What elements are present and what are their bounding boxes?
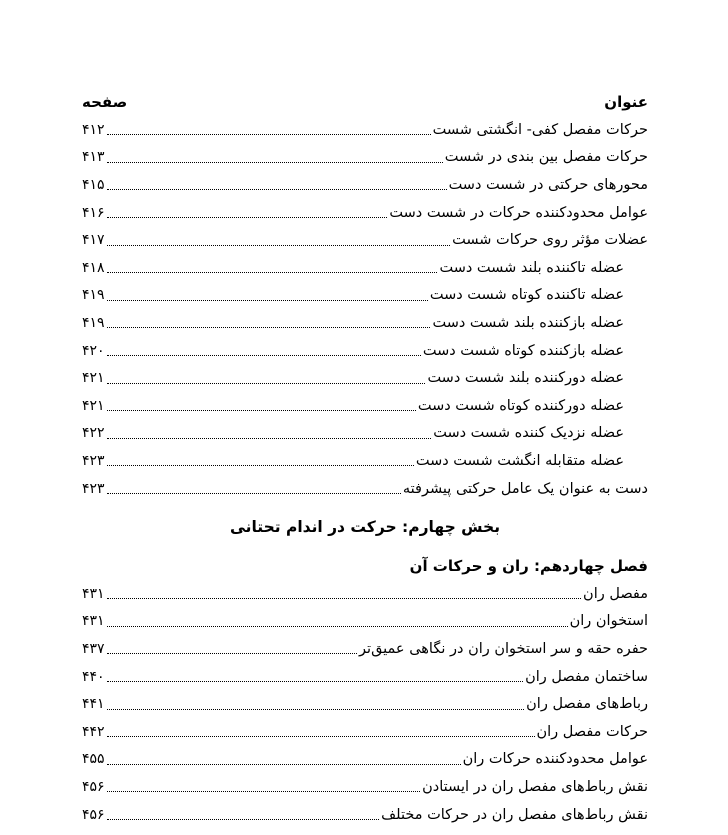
toc-entry-page-number: ۴۱۹ [82, 287, 105, 304]
toc-entry[interactable] [82, 475, 648, 503]
dot-leader [107, 162, 443, 163]
dot-leader [107, 327, 431, 328]
toc-entry-page-number: ۴۲۱ [82, 397, 105, 414]
toc-entry[interactable] [82, 144, 648, 172]
dot-leader [107, 764, 461, 765]
toc-entry[interactable] [82, 226, 648, 254]
toc-entry-title: عضله دورکننده کوتاه شست دست [417, 397, 624, 414]
toc-entry-page-number: ۴۱۷ [82, 232, 105, 249]
toc-entry-title: دست به عنوان یک عامل حرکتی پیشرفته [402, 480, 648, 497]
toc-entry-title: عضله تاکننده کوتاه شست دست [429, 287, 624, 304]
toc-entry-page-number: ۴۲۳ [82, 480, 105, 497]
column-header-page: صفحه [82, 93, 128, 111]
toc-column-headers [82, 93, 648, 115]
toc-entry[interactable] [82, 690, 648, 718]
toc-entry-title: حرکات مفصل کفی- انگشتی شست [432, 121, 648, 138]
dot-leader [107, 819, 380, 820]
dot-leader [107, 791, 421, 792]
toc-entry[interactable] [82, 801, 648, 829]
toc-entry-page-number: ۴۱۶ [82, 204, 105, 221]
toc-entry-page-number: ۴۴۰ [82, 668, 105, 685]
toc-entry-page-number: ۴۳۷ [82, 640, 105, 657]
toc-entry-title: عضله دورکننده بلند شست دست [427, 370, 624, 387]
toc-entry-title: استخوان ران [569, 613, 648, 630]
toc-entry-page-number: ۴۱۹ [82, 314, 105, 331]
toc-entry-page-number: ۴۴۱ [82, 696, 105, 713]
toc-entry-page-number: ۴۳۱ [82, 613, 105, 630]
toc-entry-page-number: ۴۵۵ [82, 751, 105, 768]
toc-entry-title: محورهای حرکتی در شست دست [448, 176, 648, 193]
chapter-heading: فصل چهاردهم: ران و حرکات آن [409, 557, 648, 575]
toc-entry-title: مفصل ران [583, 585, 648, 602]
dot-leader [107, 709, 525, 710]
toc-entry[interactable] [82, 718, 648, 746]
toc-entry-page-number: ۴۵۶ [82, 806, 105, 823]
dot-leader [107, 653, 357, 654]
toc-entry-title: حرکات مفصل بین بندی در شست [444, 149, 648, 166]
toc-entry[interactable] [82, 608, 648, 636]
dot-leader [107, 134, 431, 135]
toc-entry[interactable] [82, 282, 648, 310]
column-header-title: عنوان [604, 93, 648, 111]
toc-entry[interactable] [82, 364, 648, 392]
dot-leader [107, 272, 438, 273]
toc-entry-page-number: ۴۱۵ [82, 176, 105, 193]
toc-entry-page-number: ۴۲۳ [82, 452, 105, 469]
dot-leader [107, 189, 447, 190]
toc-entry-title: عضله تاکننده بلند شست دست [439, 259, 624, 276]
toc-entry[interactable] [82, 392, 648, 420]
dot-leader [107, 681, 524, 682]
toc-entry[interactable] [82, 635, 648, 663]
toc-entry-page-number: ۴۵۶ [82, 778, 105, 795]
toc-entry-title: عضلات مؤثر روی حرکات شست [452, 232, 648, 249]
toc-entry-page-number: ۴۱۸ [82, 259, 105, 276]
toc-entry-title: عضله بازکننده کوتاه شست دست [422, 342, 624, 359]
toc-entry[interactable] [82, 116, 648, 144]
dot-leader [107, 217, 388, 218]
dot-leader [107, 598, 581, 599]
toc-entry-title: حرکات مفصل ران [536, 723, 648, 740]
toc-entry[interactable] [82, 199, 648, 227]
toc-entry[interactable] [82, 773, 648, 801]
dot-leader [107, 736, 535, 737]
toc-entry[interactable] [82, 254, 648, 282]
toc-entry[interactable] [82, 309, 648, 337]
toc-entry-title: عضله متقابله انگشت شست دست [415, 452, 624, 469]
toc-entry-title: عضله نزدیک کننده شست دست [433, 425, 624, 442]
toc-entry[interactable] [82, 420, 648, 448]
toc-entry[interactable] [82, 447, 648, 475]
toc-entry-title: رباط‌های مفصل ران [526, 696, 648, 713]
toc-entry[interactable] [82, 746, 648, 774]
dot-leader [107, 438, 432, 439]
dot-leader [107, 355, 421, 356]
dot-leader [107, 410, 416, 411]
toc-entry-page-number: ۴۲۱ [82, 370, 105, 387]
dot-leader [107, 383, 426, 384]
toc-entry-title: عضله بازکننده بلند شست دست [432, 314, 624, 331]
toc-entry-page-number: ۴۱۲ [82, 121, 105, 138]
toc-entry[interactable] [82, 580, 648, 608]
toc-entry-title: نقش رباط‌های مفصل ران در حرکات مختلف [381, 806, 648, 823]
toc-entry-title: عوامل محدودکننده حرکات در شست دست [389, 204, 648, 221]
toc-list-part-three [82, 116, 648, 502]
toc-entry-page-number: ۴۲۰ [82, 342, 105, 359]
toc-entry-page-number: ۴۱۳ [82, 149, 105, 166]
toc-list-chapter-fourteen [82, 580, 648, 828]
toc-entry-title: عوامل محدودکننده حرکات ران [462, 751, 648, 768]
toc-entry-title: حفره حقه و سر استخوان ران در نگاهی عمیق‌تر [359, 640, 648, 657]
toc-entry-title: ساختمان مفصل ران [525, 668, 648, 685]
toc-entry[interactable] [82, 337, 648, 365]
dot-leader [107, 300, 428, 301]
toc-entry-page-number: ۴۳۱ [82, 585, 105, 602]
toc-entry-page-number: ۴۴۲ [82, 723, 105, 740]
part-heading: بخش چهارم: حرکت در اندام تحتانی [229, 518, 501, 536]
dot-leader [107, 465, 414, 466]
toc-entry-title: نقش رباط‌های مفصل ران در ایستادن [422, 778, 648, 795]
dot-leader [107, 626, 568, 627]
toc-entry[interactable] [82, 171, 648, 199]
dot-leader [107, 245, 451, 246]
toc-entry-page-number: ۴۲۲ [82, 425, 105, 442]
toc-entry[interactable] [82, 663, 648, 691]
dot-leader [107, 493, 401, 494]
